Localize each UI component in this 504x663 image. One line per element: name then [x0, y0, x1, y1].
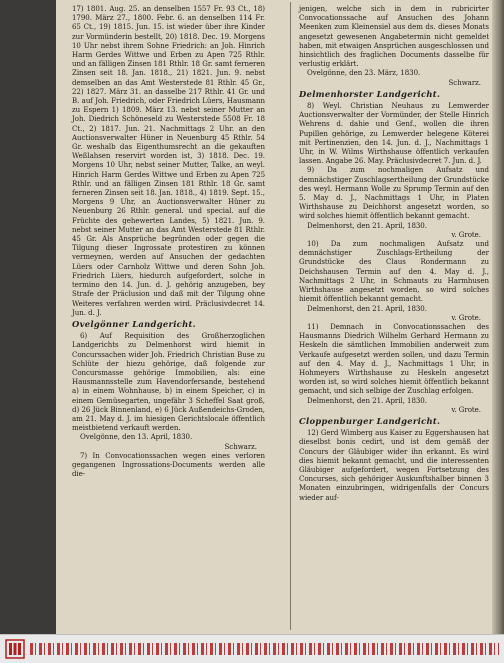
right-date-3: Delmenhorst, den 21. April, 1830. [307, 303, 427, 313]
right-paragraph-1: jenigen, welche sich in dem in rubricirter Convocationssache auf Ansuchen des Johann Meenken zum Kleinensiel aus dem ds. dieses Monats angesetzt gewesenen Angabetermin nicht gemeldet haben, mit etwaigen Ansprüchen ausgeschlossen und hinsichtlich des fraglichen Documents dasselbe für verlustig erklärt. [299, 4, 489, 69]
right-signature-4: v. Grote. [451, 404, 481, 414]
right-date-0: Ovelgönne, den 23. März, 1830. [307, 68, 421, 78]
right-paragraph-5: 11) Demnach in Convocationssachen des Hausmanns Diedrich Wilhelm Gerhard Hermann zu Heskeln die sämtlichen Immobilien anderweit zum Verkaufe aufgesetzt werden sollen, und dazu Termin auf den 4. May d. J., Nachmittags 1 Uhr, in Hohmeyers Wirthshause zu Heskeln angesetzt worden ist, so wird solches hiemit öffentlich bekannt gemacht, und sich selbige der Zuschlag erfolgen. [299, 321, 489, 396]
section-heading-cloppenburg: Cloppenburger Landgericht. [299, 415, 441, 426]
right-paragraph-6: 12) Gerd Wimberg aus Kaiser zu Eggershausen hat dieselbst bonis cedirt, und ist dem gemäß der Concurs der Gläubiger wider ihn erkannt. Es wird dies hiemit bekannt gemacht, und die interessenten Gläubiger aufgefordert, wegen Fortsetzung des Concurses, sich gehöriger Auskunftshalber binnen 3 Monaten einzubringen, widrigenfalls der Concurs wieder auf- [299, 428, 489, 502]
left-paragraph-3: 7) In Convocationssachen wegen eines verloren gegangenen Ingrossations-Documents werden alle die- [72, 450, 265, 479]
column-divider [290, 2, 291, 630]
left-paragraph-1: 17) 1801. Aug. 25. an denselben 1557 Fr. 93 Ct., 18) 1790. März 27., 1800. Febr. 6. an denselben 114 Fr. 65 Ct., 19) 1815. Jun. 15. ist wieder über ihre Kinder zur Vormünderin bestellt, 20) 1818. Dec. 19. Morgens 10 Uhr nebst ihrem Sohne Friedrich: an Joh. Hinrich Harm Gerdes Wittwe und Erben zu Apen 725 Rthlr. und an fälligen Zinsen 181 Rthlr. 18 Gr. samt ferneren Zinsen seit 18. Jan. 1818., 21) 1821. Jun. 9. nebst demselben an das Amt Westerstede 81 Rthlr. 45 Gr., 22) 1827. März 31. an dasselbe 217 Rthlr. 41 Gr. und B. auf Joh. Friedrich, oder Friedrich Lüers, Hausmann zu Espern 1) 1809. März 13. nebst seiner Mutter an Joh. Diedrich Schöneseld zu Westerstede 5508 Fr. 18 Ct., 2) 1817. Jun. 21. Nachmittags 2 Uhr. an den Auctionsverwalter Hüner in Neuenburg 45 Rthlr. 54 Gr. weshalb das Eigenthumsrecht an die gekauften Weßlahsen reservirt worden ist, 3) 1818. Dec. 19. Morgens 10 Uhr, nebst seiner Mutter, Talke, an weyl. Hinrich Harm Gerdes Wittwe und Erben zu Apen 725 Rthlr. und an fälligen Zinsen 181 Rthlr. 18 Gr. samt ferneren Zinsen seit 18. Jan. 1818., 4) 1819. Sept. 15., Morgens 9 Uhr, an Auctionsverwalter Hüner zu Neuenburg 26 Rthlr. general. und special. auf die Früchte des gehewerten Landes, 5) 1821. Jun. 9. nebst seiner Mutter an das Amt Westerstede 81 Rthlr. 45 Gr. Als Ansprüche begründen oder gegen die Tilgung dieser Ingrossate protestiren zu können vermeynen, werden auf Ansuchen der gedachten Lüers oder Carnholz Wittwe und deren Sohn Joh. Friedrich Lüers, hiedurch aufgefordert, solche in termino den 14. Jun. d. J. gehörig anzugeben, bey Strafe der Präclusion und daß mit der Tilgung ohne Weiteres verfahren werden wird. Präclusivdecret 14. Jun. d. J. [72, 4, 265, 317]
right-paragraph-4: 10) Da zum nochmaligen Aufsatz und demnächstiger Zuschlags-Ertheilung der Grundstücke des Claus Rondermann zu Deichshausen Termin auf den 4. May d. J., Nachmittags 2 Uhr, in Schmauts zu Harmhusen Wirthshause angesetzt worden, so wird solches hiemit öffentlich bekannt gemacht. [299, 239, 489, 304]
right-date-2: Delmenhorst, den 21. April, 1830. [307, 220, 427, 230]
section-heading-ovelgoenne: Ovelgönner Landgericht. [72, 318, 196, 329]
right-column [299, 4, 489, 502]
library-logo-icon [5, 639, 25, 659]
right-signature-2: v. Grote. [451, 229, 481, 239]
decorative-pattern-band [30, 643, 499, 655]
section-heading-delmenhorst: Delmenhorster Landgericht. [299, 88, 441, 99]
left-date-1: Ovelgönne, den 13. April, 1830. [80, 432, 193, 442]
library-footer-bar [0, 634, 504, 663]
right-date-4: Delmenhorst, den 21. April, 1830. [307, 395, 427, 405]
right-paragraph-2: 8) Weyl. Christian Neuhaus zu Lemwerder Auctionsverwalter der Vormünder, der Stelle Hinrich Wehrens d. dahie und Genf., wollen die ihren Pupillen gehörige, zu Lemwerder belegene Köterei mit Pertinenzien, den 14. Jun. d. J., Nachmittags 1 Uhr, in W. Wilms Wirthshause öffentlich verkaufen lassen. Angabe 26. May. Präclusivdecret 7. Jun. d. J. [299, 101, 489, 166]
left-column [72, 4, 265, 478]
right-signature-3: v. Grote. [451, 312, 481, 322]
page-edge-shadow [492, 0, 504, 634]
right-signature-0: Schwarz. [448, 77, 481, 87]
newspaper-page [56, 0, 492, 634]
left-signature-1: Schwarz. [224, 441, 257, 451]
left-paragraph-2: 6) Auf Requisition des Großherzoglichen Landgerichts zu Delmenhorst wird hiemit in Concurssachen wider Joh. Friedrich Christian Buse zu Schlüte der hiezu gehörige, daß folgende zur Concursmasse gehörige Immobilien, als: eine Hausmannsstelle zum Havendorfersande, bestehend a) in einem Wohnhause, b) in einem Speicher, c) in einem Gemüsegarten, ungefähr 3 Scheffel Saat groß, d) 26 Jück Binnenland, e) 6 Jück Außendeichs-Groden, am 21. May d. J. im hiesigen Gerichtslocale öffentlich meistbietend verkauft werden. [72, 331, 265, 433]
right-paragraph-3: 9) Da zum nochmaligen Aufsatz und demnächstiger Zuschlagsertheilung der Grundstücke des weyl. Hermann Wolle zu Sprump Termin auf den 5. May d. J., Nachmittags 1 Uhr, in Platen Wirthshause zu Deichhorst angesetzt worden, so wird solches hiemit öffentlich bekannt gemacht. [299, 165, 489, 221]
